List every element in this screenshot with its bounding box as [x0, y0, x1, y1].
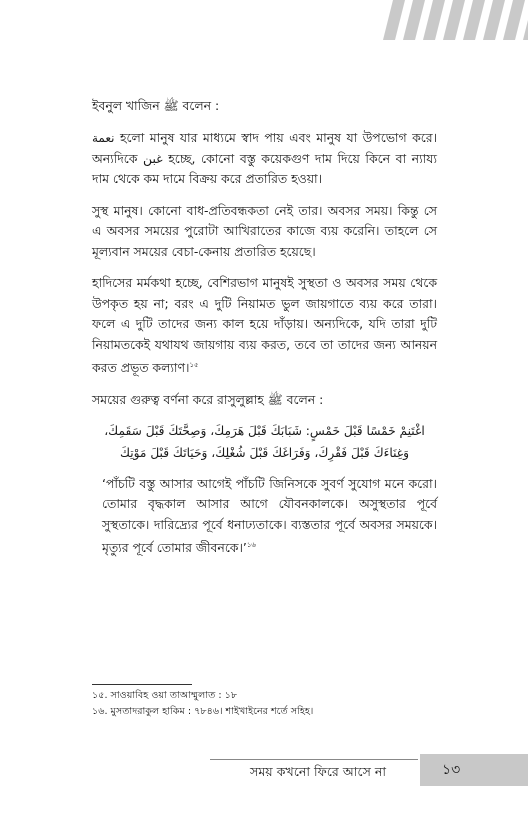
paragraph-1-text: হলো মানুষ যার মাধ্যমে স্বাদ পায় এবং মানুষ যা উপভোগ করে। অন্যদিকে غبن হচ্ছে, কোনো বস্তু কয়েকগুণ দাম দিয়ে কিনে বা ন্যায্য দাম থেকে কম দামে বিক্রয় করে প্রতারিত হওয়া।: [92, 130, 437, 186]
footer-rule: [210, 759, 418, 760]
page-footer: [0, 754, 528, 786]
arabic-hadith-line-2: وَغِنَاءَكَ قَبْلَ فَقْرِكَ، وَفَرَاغَكَ قَبْلَ شُغْلِكَ، وَحَيَاتَكَ قَبْلَ مَوْتِكَ: [119, 445, 410, 460]
paragraph-3: [92, 273, 437, 379]
header-stripes-decoration: [383, 0, 528, 40]
footnote-ref-16: ১৬: [246, 541, 256, 550]
intro-heading: ইবনুল খাজিন ﷺ বলেন :: [92, 98, 220, 113]
running-title: সময় কখনো ফিরে আসে না: [250, 764, 387, 779]
page-number: ১৩: [442, 762, 461, 778]
footnotes: [92, 688, 313, 720]
arabic-hadith-line-1: اغْتَنِمْ خَمْسًا قَبْلَ خَمْسٍ: شَبَابَكَ قَبْلَ هَرَمِكَ، وَصِحَّتَكَ قَبْلَ سَقَمِكَ،: [104, 423, 425, 438]
footnote-16: ১৬. মুসতাদরাকুল হাকিম : ৭৮৪৬। শাইখাইনের শর্তে সহিহ।: [92, 706, 314, 717]
paragraph-2: সুস্থ মানুষ। কোনো বাধ-প্রতিবন্ধকতা নেই তার। অবসর সময়। কিন্তু সে এ অবসর সময়ের পুরোটা আখিরাতের কাজে ব্যয় করেনি। তাহলে সে মূল্যবান সময়ের বেচা-কেনায় প্রতারিত হয়েছে।: [92, 202, 437, 259]
translation-text: ‘পাঁচটি বস্তু আসার আগেই পাঁচটি জিনিসকে সুবর্ণ সুযোগ মনে করো। তোমার বৃদ্ধকাল আসার আগে যৌবনকালকে। অসুস্থতার পূর্বে সুস্থতাকে। দারিদ্র্যের পূর্বে ধনাঢ্যতাকে। ব্যস্ততার পূর্বে অবসর সময়কে। মৃত্যুর পূর্বে তোমার জীবনকে।’: [102, 475, 437, 556]
page-body: [92, 96, 437, 559]
footnote-ref-15: ১৫: [189, 361, 199, 369]
hadith-translation: [92, 474, 437, 559]
page-number-box: [420, 754, 528, 786]
paragraph-3-text: হাদিসের মর্মকথা হচ্ছে, বেশিরভাগ মানুষই সুস্থতা ও অবসর সময় থেকে উপকৃত হয় না; বরং এ দুটি নিয়ামত ভুল জায়গাতে ব্যয় করে তারা। ফলে এ দুটি তাদের জন্য কাল হয়ে দাঁড়ায়। অন্যদিকে, যদি তারা দুটি নিয়ামতকেই যথাযথ জায়গায় ব্যয় করত, তবে তা তাদের জন্য আনয়ন করত প্রভূত কল্যাণ।: [92, 275, 437, 376]
footnote-divider: [92, 684, 192, 685]
hadith-heading: সময়ের গুরুত্ব বর্ণনা করে রাসুলুল্লাহ ﷺ বলেন :: [92, 391, 324, 407]
footnote-15: ১৫. সাওয়াবিহ ওয়া তাআম্মুলাত : ১৮: [92, 690, 238, 701]
arabic-word: نعمة: [92, 131, 115, 145]
paragraph-1: [92, 128, 437, 190]
